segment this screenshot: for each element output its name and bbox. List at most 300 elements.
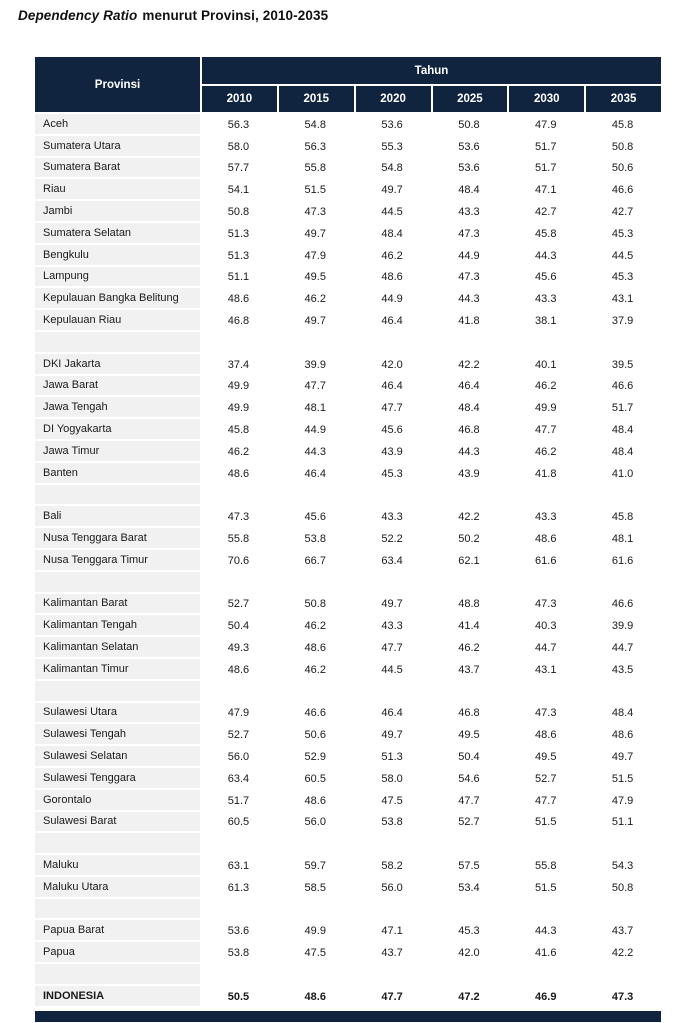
province-label: Aceh (35, 114, 200, 136)
spacer-value-cell (200, 833, 277, 855)
table-row (35, 114, 661, 136)
value-cell: 51.5 (535, 881, 557, 894)
value-cell: 44.5 (611, 249, 634, 262)
value-cell: 50.2 (458, 533, 480, 546)
table-row (35, 637, 661, 659)
value-cell: 45.6 (304, 511, 326, 524)
province-label: Jambi (35, 201, 200, 223)
value-cell: 43.7 (611, 925, 634, 938)
value-cell: 48.6 (227, 467, 250, 480)
value-cell: 45.8 (611, 511, 634, 524)
value-cell: 51.3 (227, 227, 250, 240)
value-cell: 43.5 (611, 663, 634, 676)
spacer-label-cell (35, 833, 200, 855)
value-cell: 48.6 (304, 642, 326, 655)
value-cell: 53.6 (227, 925, 250, 938)
value-cell: 52.9 (304, 751, 326, 763)
value-cell: 51.3 (381, 751, 403, 763)
value-cell: 51.1 (227, 271, 250, 284)
spacer-value-cell (431, 964, 508, 986)
spacer-value-cell (200, 681, 277, 703)
value-cell: 53.6 (458, 162, 480, 175)
spacer-value-cell (200, 899, 277, 921)
value-cell: 42.2 (458, 511, 480, 524)
value-cell: 44.7 (535, 642, 557, 655)
value-cell: 46.2 (304, 663, 326, 676)
spacer-label-cell (35, 964, 200, 986)
value-cell: 47.7 (535, 424, 557, 437)
spacer-value-cell (431, 572, 508, 594)
value-cell: 48.1 (611, 533, 634, 546)
spacer-value-cell (200, 485, 277, 507)
value-cell: 43.9 (381, 445, 403, 458)
value-cell: 47.1 (381, 925, 403, 938)
province-label: Kepulauan Bangka Belitung (35, 288, 200, 310)
province-label: Sulawesi Barat (35, 812, 200, 834)
value-cell: 49.5 (304, 271, 326, 284)
province-label: Maluku Utara (35, 877, 200, 899)
value-cell: 48.6 (304, 990, 326, 1003)
value-cell: 49.9 (304, 925, 326, 938)
value-cell: 58.2 (381, 859, 403, 872)
value-cell: 49.9 (227, 402, 250, 415)
province-label: Kalimantan Selatan (35, 637, 200, 659)
value-cell: 56.0 (304, 816, 326, 829)
value-cell: 53.6 (381, 118, 403, 131)
value-cell: 51.5 (535, 816, 557, 829)
value-cell: 45.3 (611, 227, 634, 240)
table-row (35, 397, 661, 419)
table-row (35, 790, 661, 812)
table-row (35, 877, 661, 899)
value-cell: 45.8 (535, 227, 557, 240)
value-cell: 53.8 (381, 816, 403, 829)
value-cell: 47.3 (535, 598, 557, 611)
spacer-value-cell (277, 332, 354, 354)
value-cell: 44.5 (381, 206, 403, 219)
value-cell: 47.9 (227, 707, 250, 720)
value-cell: 44.5 (381, 663, 403, 676)
value-cell: 45.8 (227, 424, 250, 437)
value-cell: 48.6 (381, 271, 403, 284)
value-cell: 63.4 (227, 772, 250, 785)
value-cell: 48.4 (611, 445, 634, 458)
value-cell: 43.1 (611, 293, 634, 306)
column-header-year-2025: 2025 (433, 86, 508, 112)
value-cell: 63.4 (381, 554, 403, 567)
province-label: Kalimantan Timur (35, 659, 200, 681)
value-cell: 51.7 (227, 794, 250, 807)
table-row (35, 158, 661, 180)
spacer-value-cell (584, 485, 661, 507)
value-cell: 40.3 (535, 620, 557, 633)
value-cell: 50.4 (458, 751, 480, 763)
value-cell: 50.4 (227, 620, 250, 633)
value-cell: 56.3 (227, 118, 250, 131)
value-cell: 46.2 (458, 642, 480, 655)
table-row (35, 179, 661, 201)
spacer-row (35, 332, 661, 354)
value-cell: 46.6 (611, 380, 634, 393)
value-cell: 40.1 (535, 358, 557, 371)
value-cell: 54.8 (304, 118, 326, 131)
value-cell: 54.3 (611, 859, 634, 872)
value-cell: 43.7 (381, 947, 403, 960)
table-row (35, 855, 661, 877)
value-cell: 46.4 (381, 707, 403, 720)
spacer-value-cell (354, 572, 431, 594)
table-row (35, 594, 661, 616)
spacer-label-cell (35, 332, 200, 354)
province-label: Banten (35, 463, 200, 485)
value-cell: 52.2 (381, 533, 403, 546)
value-cell: 46.4 (304, 467, 326, 480)
value-cell: 47.3 (611, 990, 634, 1003)
province-label: Kalimantan Barat (35, 594, 200, 616)
value-cell: 37.9 (611, 315, 634, 328)
spacer-value-cell (584, 332, 661, 354)
province-label: Sumatera Selatan (35, 223, 200, 245)
page-title-emphasis: Dependency Ratio (18, 8, 138, 23)
value-cell: 43.9 (458, 467, 480, 480)
value-cell: 50.6 (304, 729, 326, 742)
value-cell: 61.6 (611, 554, 634, 567)
province-label: Jawa Barat (35, 376, 200, 398)
province-label: DI Yogyakarta (35, 419, 200, 441)
spacer-value-cell (277, 964, 354, 986)
spacer-value-cell (584, 899, 661, 921)
value-cell: 54.8 (381, 162, 403, 175)
spacer-value-cell (354, 485, 431, 507)
column-header-year-2015: 2015 (279, 86, 354, 112)
province-label: Papua Barat (35, 920, 200, 942)
column-header-year-2030: 2030 (509, 86, 584, 112)
value-cell: 45.6 (535, 271, 557, 284)
value-cell: 49.7 (381, 184, 403, 197)
value-cell: 39.5 (611, 358, 634, 371)
value-cell: 58.0 (381, 772, 403, 785)
spacer-value-cell (507, 485, 584, 507)
value-cell: 49.9 (227, 380, 250, 393)
value-cell: 46.4 (458, 380, 480, 393)
table-row (35, 746, 661, 768)
spacer-value-cell (584, 572, 661, 594)
page-title (18, 8, 328, 23)
table-row (35, 703, 661, 725)
value-cell: 55.3 (381, 140, 403, 153)
value-cell: 50.5 (227, 990, 250, 1003)
value-cell: 45.8 (611, 118, 634, 131)
value-cell: 49.7 (381, 598, 403, 611)
value-cell: 43.3 (381, 620, 403, 633)
value-cell: 47.7 (304, 380, 326, 393)
spacer-value-cell (507, 572, 584, 594)
value-cell: 48.4 (458, 402, 480, 415)
value-cell: 42.7 (535, 206, 557, 219)
spacer-value-cell (200, 964, 277, 986)
value-cell: 57.5 (458, 859, 480, 872)
spacer-value-cell (354, 899, 431, 921)
spacer-value-cell (507, 833, 584, 855)
spacer-row (35, 681, 661, 703)
value-cell: 58.0 (227, 140, 250, 153)
value-cell: 60.5 (227, 816, 250, 829)
province-label: Bali (35, 506, 200, 528)
spacer-value-cell (431, 332, 508, 354)
spacer-value-cell (277, 681, 354, 703)
value-cell: 48.6 (535, 533, 557, 546)
value-cell: 54.1 (227, 184, 250, 197)
table-row (35, 659, 661, 681)
value-cell: 47.7 (381, 990, 403, 1003)
value-cell: 41.4 (458, 620, 480, 633)
value-cell: 46.4 (381, 380, 403, 393)
spacer-row (35, 833, 661, 855)
value-cell: 51.7 (535, 140, 557, 153)
spacer-value-cell (354, 833, 431, 855)
table-row (35, 463, 661, 485)
column-header-year-2020: 2020 (356, 86, 431, 112)
value-cell: 53.8 (227, 947, 250, 960)
table-row (35, 223, 661, 245)
value-cell: 47.5 (381, 794, 403, 807)
province-label: Maluku (35, 855, 200, 877)
value-cell: 47.3 (458, 227, 480, 240)
value-cell: 41.8 (458, 315, 480, 328)
page-title-rest: menurut Provinsi, 2010-2035 (142, 8, 329, 23)
value-cell: 47.3 (227, 511, 250, 524)
province-label: Gorontalo (35, 790, 200, 812)
province-label: Kalimantan Tengah (35, 615, 200, 637)
value-cell: 39.9 (611, 620, 634, 633)
value-cell: 66.7 (304, 554, 326, 567)
value-cell: 43.7 (458, 663, 480, 676)
province-label: Sulawesi Tenggara (35, 768, 200, 790)
value-cell: 58.5 (304, 881, 326, 894)
table-row (35, 245, 661, 267)
value-cell: 70.6 (227, 554, 250, 567)
value-cell: 50.8 (304, 598, 326, 611)
value-cell: 47.7 (381, 642, 403, 655)
value-cell: 63.1 (227, 859, 250, 872)
spacer-row (35, 899, 661, 921)
province-label: INDONESIA (35, 986, 200, 1008)
value-cell: 46.6 (304, 707, 326, 720)
value-cell: 51.7 (611, 402, 634, 415)
value-cell: 48.6 (227, 663, 250, 676)
value-cell: 47.3 (304, 206, 326, 219)
value-cell: 45.3 (611, 271, 634, 284)
value-cell: 51.3 (227, 249, 250, 262)
value-cell: 49.7 (304, 227, 326, 240)
value-cell: 45.3 (458, 925, 480, 938)
value-cell: 51.5 (304, 184, 326, 197)
value-cell: 48.6 (304, 794, 326, 807)
value-cell: 47.5 (304, 947, 326, 960)
spacer-value-cell (584, 833, 661, 855)
value-cell: 46.2 (304, 293, 326, 306)
value-cell: 51.5 (611, 772, 634, 785)
value-cell: 62.1 (458, 554, 480, 567)
value-cell: 47.2 (458, 990, 480, 1003)
value-cell: 61.6 (535, 554, 557, 567)
province-label: Nusa Tenggara Timur (35, 550, 200, 572)
value-cell: 44.3 (535, 925, 557, 938)
value-cell: 50.8 (611, 881, 634, 894)
value-cell: 49.7 (611, 751, 634, 763)
table-row (35, 812, 661, 834)
value-cell: 53.6 (458, 140, 480, 153)
value-cell: 46.6 (611, 598, 634, 611)
value-cell: 46.6 (611, 184, 634, 197)
spacer-value-cell (431, 485, 508, 507)
table-row (35, 376, 661, 398)
value-cell: 46.8 (458, 424, 480, 437)
spacer-value-cell (507, 332, 584, 354)
value-cell: 50.8 (458, 118, 480, 131)
province-label: Bengkulu (35, 245, 200, 267)
value-cell: 44.9 (304, 424, 326, 437)
value-cell: 49.5 (535, 751, 557, 763)
table-row (35, 441, 661, 463)
spacer-value-cell (431, 899, 508, 921)
spacer-row (35, 485, 661, 507)
province-label: Lampung (35, 267, 200, 289)
value-cell: 44.9 (458, 249, 480, 262)
value-cell: 52.7 (535, 772, 557, 785)
column-header-year-2035: 2035 (586, 86, 661, 112)
table-body (35, 114, 661, 1008)
value-cell: 52.7 (227, 598, 250, 611)
spacer-value-cell (584, 964, 661, 986)
spacer-label-cell (35, 899, 200, 921)
table-row (35, 310, 661, 332)
value-cell: 50.8 (227, 206, 250, 219)
province-label: DKI Jakarta (35, 354, 200, 376)
value-cell: 51.7 (535, 162, 557, 175)
value-cell: 41.0 (611, 467, 634, 480)
table-bottom-border (35, 1011, 661, 1022)
spacer-value-cell (507, 964, 584, 986)
province-label: Jawa Tengah (35, 397, 200, 419)
value-cell: 45.3 (381, 467, 403, 480)
value-cell: 48.4 (611, 707, 634, 720)
value-cell: 47.9 (535, 118, 557, 131)
spacer-value-cell (277, 485, 354, 507)
table-row (35, 506, 661, 528)
value-cell: 47.7 (381, 402, 403, 415)
value-cell: 56.0 (381, 881, 403, 894)
value-cell: 38.1 (535, 315, 557, 328)
value-cell: 42.7 (611, 206, 634, 219)
value-cell: 46.2 (535, 380, 557, 393)
spacer-value-cell (431, 681, 508, 703)
column-group-header-tahun: Tahun (202, 57, 661, 84)
value-cell: 44.7 (611, 642, 634, 655)
spacer-value-cell (277, 572, 354, 594)
value-cell: 46.2 (304, 620, 326, 633)
table-row (35, 615, 661, 637)
value-cell: 48.4 (611, 424, 634, 437)
spacer-row (35, 964, 661, 986)
value-cell: 41.8 (535, 467, 557, 480)
value-cell: 46.4 (381, 315, 403, 328)
province-label: Riau (35, 179, 200, 201)
value-cell: 48.6 (535, 729, 557, 742)
table-row (35, 768, 661, 790)
province-label: Nusa Tenggara Barat (35, 528, 200, 550)
spacer-value-cell (584, 681, 661, 703)
value-cell: 49.9 (535, 402, 557, 415)
value-cell: 39.9 (304, 358, 326, 371)
value-cell: 49.5 (458, 729, 480, 742)
value-cell: 46.9 (535, 990, 557, 1003)
value-cell: 55.8 (535, 859, 557, 872)
value-cell: 44.3 (535, 249, 557, 262)
value-cell: 46.2 (381, 249, 403, 262)
value-cell: 44.3 (458, 293, 480, 306)
value-cell: 46.2 (535, 445, 557, 458)
province-label: Sulawesi Selatan (35, 746, 200, 768)
column-header-provinsi: Provinsi (35, 57, 200, 112)
spacer-value-cell (354, 332, 431, 354)
province-label: Jawa Timur (35, 441, 200, 463)
value-cell: 47.1 (535, 184, 557, 197)
value-cell: 48.4 (381, 227, 403, 240)
value-cell: 54.6 (458, 772, 480, 785)
table-row (35, 354, 661, 376)
value-cell: 42.0 (381, 358, 403, 371)
value-cell: 42.2 (458, 358, 480, 371)
value-cell: 56.0 (227, 751, 250, 763)
spacer-label-cell (35, 572, 200, 594)
spacer-value-cell (354, 964, 431, 986)
value-cell: 41.6 (535, 947, 557, 960)
value-cell: 57.7 (227, 162, 250, 175)
table-row (35, 201, 661, 223)
value-cell: 43.3 (381, 511, 403, 524)
value-cell: 47.9 (304, 249, 326, 262)
value-cell: 55.8 (227, 533, 250, 546)
table-row (35, 920, 661, 942)
value-cell: 48.4 (458, 184, 480, 197)
spacer-value-cell (200, 332, 277, 354)
value-cell: 53.8 (304, 533, 326, 546)
spacer-label-cell (35, 485, 200, 507)
spacer-value-cell (507, 899, 584, 921)
value-cell: 49.3 (227, 642, 250, 655)
value-cell: 51.1 (611, 816, 634, 829)
value-cell: 46.8 (458, 707, 480, 720)
value-cell: 43.3 (535, 511, 557, 524)
value-cell: 44.3 (304, 445, 326, 458)
province-label: Sumatera Utara (35, 136, 200, 158)
value-cell: 47.7 (458, 794, 480, 807)
value-cell: 48.6 (611, 729, 634, 742)
value-cell: 49.7 (304, 315, 326, 328)
province-label: Sumatera Barat (35, 158, 200, 180)
value-cell: 44.3 (458, 445, 480, 458)
value-cell: 55.8 (304, 162, 326, 175)
spacer-value-cell (277, 833, 354, 855)
column-header-year-2010: 2010 (202, 86, 277, 112)
value-cell: 47.3 (458, 271, 480, 284)
province-label: Papua (35, 942, 200, 964)
spacer-value-cell (431, 833, 508, 855)
value-cell: 48.1 (304, 402, 326, 415)
spacer-value-cell (277, 899, 354, 921)
table-row (35, 419, 661, 441)
